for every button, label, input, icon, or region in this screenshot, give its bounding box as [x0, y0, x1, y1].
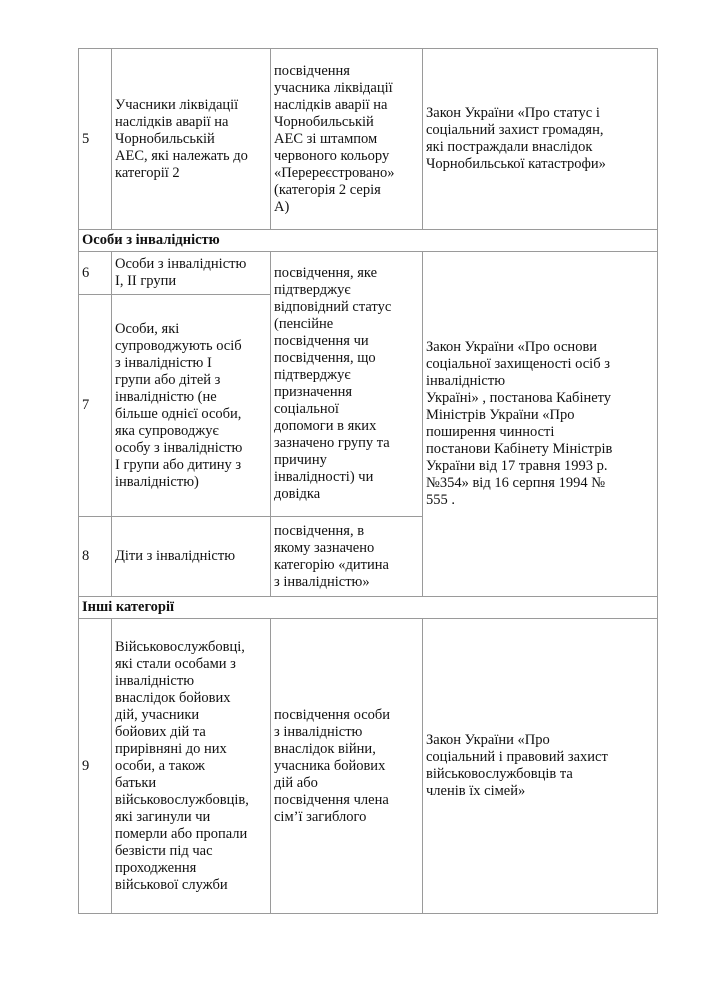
section-row — [79, 230, 658, 252]
row-number: 6 — [79, 252, 112, 295]
row-number: 9 — [79, 619, 112, 914]
category-cell: Військовослужбовці, які стали особами з інвалідністю внаслідок бойових дій, учасники бойових дій та прирівняні до них особи, а також батьки військовослужбовців, які загинули чи померли або пропали безвісти під час проходження військової служби — [112, 619, 271, 914]
table-row — [79, 619, 658, 914]
category-cell: Особи з інвалідністю І, ІІ групи — [112, 252, 271, 295]
table-row — [79, 252, 658, 295]
document-cell: посвідчення особи з інвалідністю внаслідок війни, учасника бойових дій або посвідчення члена сім’ї загиблого — [271, 619, 423, 914]
table-row — [79, 49, 658, 230]
law-cell: Закон України «Про основи соціальної захищеності осіб з інвалідністю Україні» , постанова Кабінету Міністрів України «Про поширення чинності постанови Кабінету Міністрів України від 17 травня 1993 р. №354» від 16 серпня 1994 № 555 . — [423, 252, 658, 597]
section-row — [79, 597, 658, 619]
category-cell: Діти з інвалідністю — [112, 517, 271, 597]
row-number: 5 — [79, 49, 112, 230]
document-cell: посвідчення учасника ліквідації наслідків аварії на Чорнобильській АЕС зі штампом червоного кольору «Перереєстровано» (категорія 2 серія А) — [271, 49, 423, 230]
category-cell: Особи, які супроводжують осіб з інвалідністю І групи або дітей з інвалідністю (не більше однієї особи, яка супроводжує особу з інвалідністю І групи або дитину з інвалідністю) — [112, 295, 271, 517]
document-cell: посвідчення, яке підтверджує відповідний статус (пенсійне посвідчення чи посвідчення, що підтверджує призначення соціальної допомоги в яких зазначено групу та причину інвалідності) чи довідка — [271, 252, 423, 517]
section-heading-other: Інші категорії — [79, 597, 658, 619]
category-cell: Учасники ліквідації наслідків аварії на Чорнобильській АЕС, які належать до категорії 2 — [112, 49, 271, 230]
row-number: 7 — [79, 295, 112, 517]
document-cell: посвідчення, в якому зазначено категорію «дитина з інвалідністю» — [271, 517, 423, 597]
row-number: 8 — [79, 517, 112, 597]
law-cell: Закон України «Про соціальний і правовий захист військовослужбовців та членів їх сімей» — [423, 619, 658, 914]
section-heading-disability: Особи з інвалідністю — [79, 230, 658, 252]
benefits-table — [78, 48, 658, 914]
law-cell: Закон України «Про статус і соціальний захист громадян, які постраждали внаслідок Чорнобильської катастрофи» — [423, 49, 658, 230]
